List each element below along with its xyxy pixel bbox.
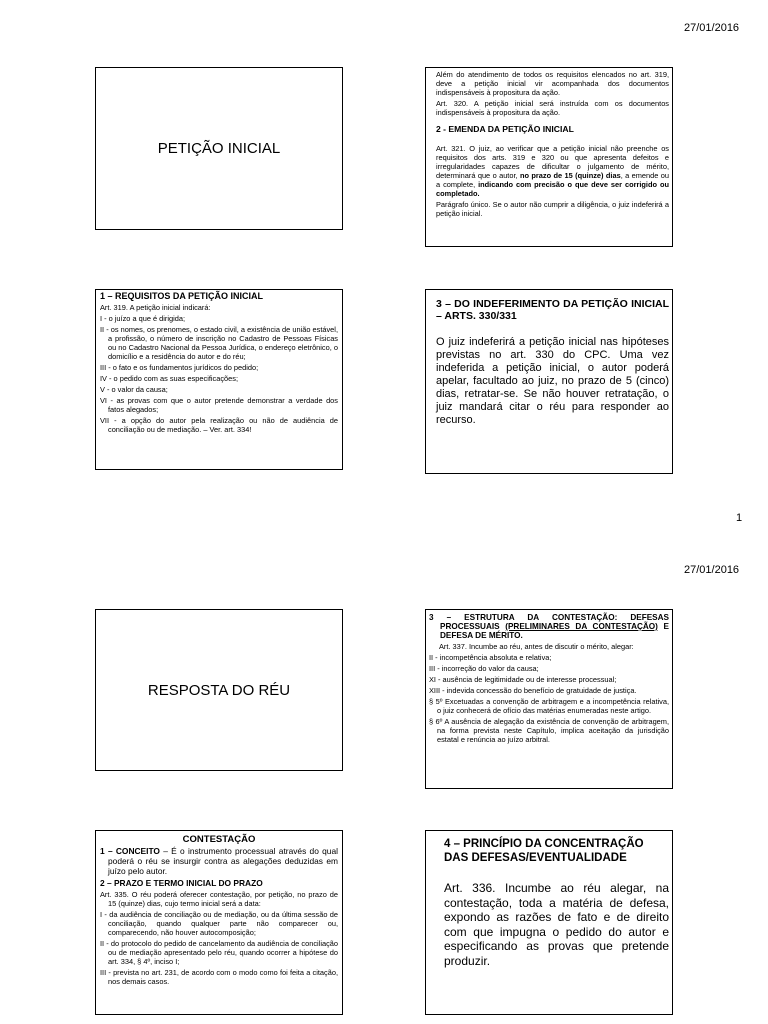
list-item: III - o fato e os fundamentos jurídicos do pedido; <box>100 363 259 372</box>
list-item: Art. 319. A petição inicial indicará: <box>100 303 211 312</box>
list-item: III - prevista no art. 231, de acordo com o modo como foi feita a citação, nos demais casos. <box>100 968 338 986</box>
paragraph: O juiz indeferirá a petição inicial nas hipóteses previstas no art. 330 do CPC. Uma vez indeferida a petição inicial, o autor poderá apelar, facultado ao juiz, no prazo de 5 (cinco) dias, retratar-se. Se não houver retratação, o juiz mandará citar o réu para responder ao recurso. <box>436 336 669 426</box>
list-item: § 5º Excetuadas a convenção de arbitragem e a incompetência relativa, o juiz conhecerá de ofício das matérias enumeradas neste artigo. <box>429 697 669 715</box>
section-heading: 2 - EMENDA DA PETIÇÃO INICIAL <box>436 124 574 134</box>
slide-concentracao-defesas <box>425 830 673 1015</box>
sub-heading: 2 – PRAZO E TERMO INICIAL DO PRAZO <box>100 878 263 888</box>
page1-date: 27/01/2016 <box>684 22 740 34</box>
section-heading: CONTESTAÇÃO <box>182 834 256 845</box>
page2-date: 27/01/2016 <box>684 564 740 576</box>
text-run: 3 – ESTRUTURA DA CONTESTAÇÃO: DEFESAS PROCESSUAIS <box>429 613 669 631</box>
text-run: E DEFESA DE MÉRITO. <box>440 622 669 640</box>
section-heading: 3 – DO INDEFERIMENTO DA PETIÇÃO INICIAL – ARTS. 330/331 <box>436 298 669 322</box>
slide-contestacao <box>95 830 343 1015</box>
paragraph: Art. 320. A petição inicial será instruída com os documentos indispensáveis à propositura da ação. <box>436 99 669 117</box>
slide-peticao-inicial <box>95 67 343 230</box>
slide-estrutura-contestacao <box>425 609 673 789</box>
bold-text: no prazo de 15 (quinze) dias <box>519 171 621 180</box>
list-item: II - os nomes, os prenomes, o estado civil, a existência de união estável, a profissão, o número de inscrição no Cadastro de Pessoas Físicas ou no Cadastro Nacional da Pessoa Jurídica, o endereço eletrônico, o domicílio e a residência do autor e do réu; <box>100 325 338 361</box>
underlined-text: (PRELIMINARES DA CONTESTAÇÃO) <box>505 622 658 631</box>
slide-title: PETIÇÃO INICIAL <box>157 140 281 157</box>
section-heading <box>429 613 669 640</box>
list-item: I - o juízo a que é dirigida; <box>100 314 186 323</box>
slide-title: RESPOSTA DO RÉU <box>147 681 291 699</box>
text-run: Art. 321. O juiz, ao verificar que a petição inicial não preenche os requisitos dos arts. 319 e 320 ou que apresenta defeitos e irregularidades capazes de dificultar o julgamento de mérito, determinará que o autor, <box>436 144 669 180</box>
list-item: III - incorreção do valor da causa; <box>429 664 539 673</box>
list-item: VII - a opção do autor pela realização ou não de audiência de conciliação ou de mediação. – Ver. art. 334! <box>100 416 338 434</box>
list-item: I - da audiência de conciliação ou de mediação, ou da última sessão de conciliação, quando qualquer parte não comparecer ou, comparecendo, não houver autocomposição; <box>100 910 338 937</box>
paragraph: Parágrafo único. Se o autor não cumprir a diligência, o juiz indeferirá a petição inicial. <box>436 200 669 218</box>
paragraph <box>436 144 669 198</box>
slide-emenda <box>425 67 673 247</box>
list-item: Art. 335. O réu poderá oferecer contestação, por petição, no prazo de 15 (quinze) dias, cujo termo inicial será a data: <box>100 890 338 908</box>
slide-resposta-reu <box>95 609 343 771</box>
list-item: § 6º A ausência de alegação da existência de convenção de arbitragem, na forma prevista neste Capítulo, implica aceitação da jurisdição estatal e renúncia ao juízo arbitral. <box>429 717 669 744</box>
text-run: , a emende ou a complete, <box>436 171 669 189</box>
bold-text: 1 – CONCEITO <box>100 846 160 856</box>
list-item: XI - ausência de legitimidade ou de interesse processual; <box>429 675 617 684</box>
list-item: XIII - indevida concessão do benefício de gratuidade de justiça. <box>429 686 637 695</box>
list-item: V - o valor da causa; <box>100 385 168 394</box>
section-heading: 4 – PRINCÍPIO DA CONCENTRAÇÃO DAS DEFESAS/EVENTUALIDADE <box>444 838 644 864</box>
slide-requisitos <box>95 289 343 470</box>
list-item: Art. 337. Incumbe ao réu, antes de discutir o mérito, alegar: <box>439 642 634 651</box>
list-item: II - incompetência absoluta e relativa; <box>429 653 552 662</box>
paragraph: Além do atendimento de todos os requisitos elencados no art. 319, deve a petição inicial vir acompanhada dos documentos indispensáveis à propositura da ação. <box>436 70 669 97</box>
slide-indeferimento <box>425 289 673 474</box>
paragraph: Art. 336. Incumbe ao réu alegar, na contestação, toda a matéria de defesa, expondo as razões de fato e de direito com que impugna o pedido do autor e especificando as provas que pretende produzir. <box>444 881 669 968</box>
list-item: VI - as provas com que o autor pretende demonstrar a verdade dos fatos alegados; <box>100 396 338 414</box>
bold-text: indicando com precisão o que deve ser corrigido ou completado. <box>436 180 669 198</box>
section-heading: 1 – REQUISITOS DA PETIÇÃO INICIAL <box>100 291 264 301</box>
list-item: IV - o pedido com as suas especificações; <box>100 374 239 383</box>
list-item: II - do protocolo do pedido de cancelamento da audiência de conciliação ou de mediação apresentado pelo réu, quando ocorrer a hipótese do art. 334, § 4º, inciso I; <box>100 939 338 966</box>
paragraph <box>100 846 338 876</box>
text-run: – É o instrumento processual através do qual poderá o réu se insurgir contra as alegações deduzidas em juízo pelo autor. <box>108 846 338 876</box>
page-number: 1 <box>736 512 743 524</box>
